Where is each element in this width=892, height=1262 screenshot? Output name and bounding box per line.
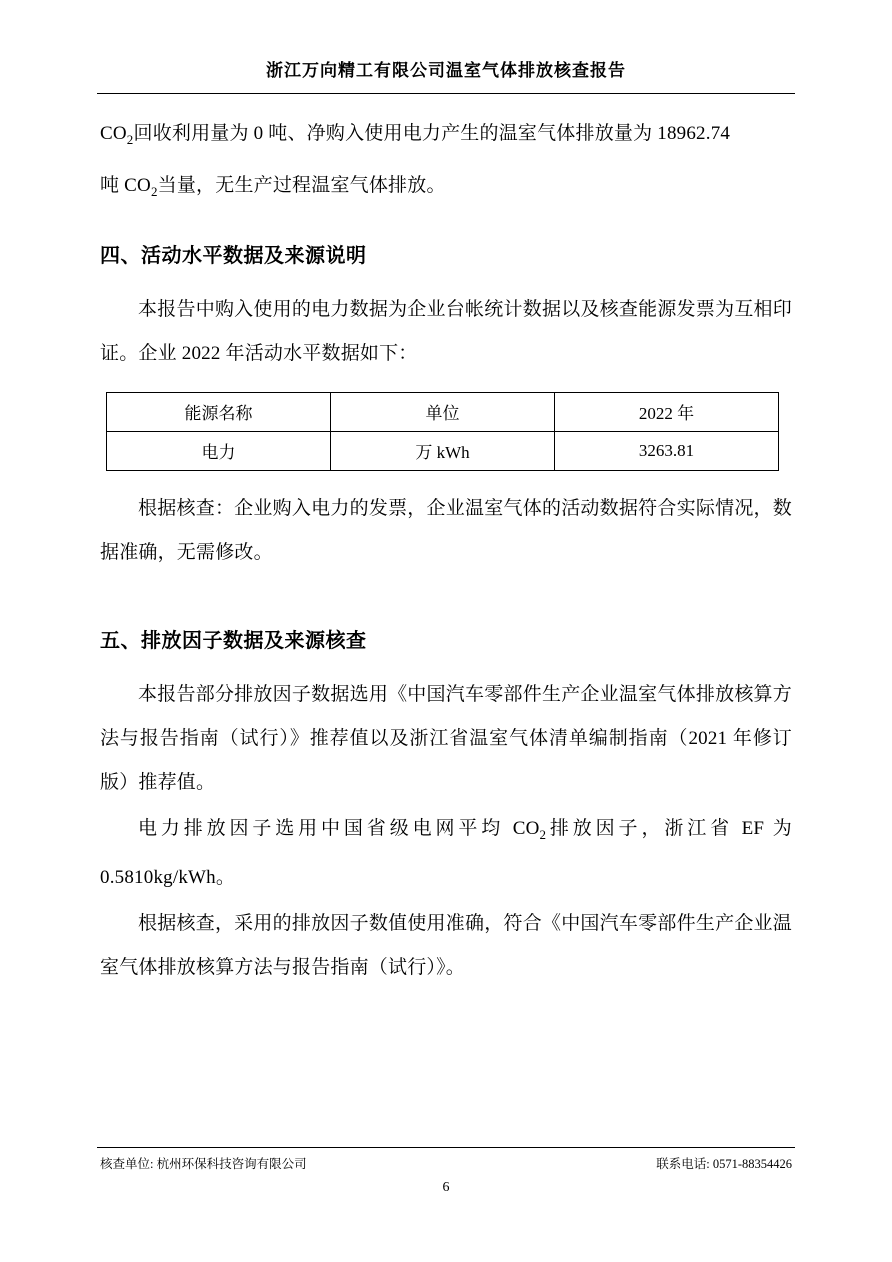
table-row [107, 431, 779, 470]
ef-text-2: 排放因子，浙江省 EF 为 0.5810kg/kWh。 [100, 817, 792, 889]
header-divider [97, 93, 795, 94]
section-five-paragraph-2 [100, 807, 792, 901]
section-four-heading: 四、活动水平数据及来源说明 [100, 244, 367, 267]
footer-row [100, 1154, 792, 1172]
section-five-paragraph-3: 根据核查，采用的排放因子数值使用准确，符合《中国汽车零部件生产企业温室气体排放核算方法与报告指南（试行）》。 [100, 913, 792, 979]
section-four-paragraph-2: 根据核查：企业购入电力的发票，企业温室气体的活动数据符合实际情况，数据准确，无需修改。 [100, 497, 792, 563]
co2-subscript-2: 2 [150, 183, 158, 199]
section-five-heading: 五、排放因子数据及来源核查 [100, 629, 367, 652]
continued-paragraph-line2 [100, 164, 792, 214]
section-five-paragraph-1: 本报告部分排放因子数据选用《中国汽车零部件生产企业温室气体排放核算方法与报告指南（试行）》推荐值以及浙江省温室气体清单编制指南（2021 年修订版）推荐值。 [100, 683, 792, 793]
table-header-cell-energy: 能源名称 [107, 392, 331, 431]
table-cell-energy-name: 电力 [107, 431, 331, 470]
page-footer [100, 1147, 792, 1196]
co2-subscript-1: 2 [126, 131, 134, 147]
continued-text-4: 当量，无生产过程温室气体排放。 [157, 174, 446, 196]
page-header-title: 浙江万向精工有限公司温室气体排放核查报告 [266, 61, 626, 80]
table-cell-value: 3263.81 [555, 431, 779, 470]
section-four-paragraph-1: 本报告中购入使用的电力数据为企业台帐统计数据以及核查能源发票为互相印证。企业 2022 年活动水平数据如下： [100, 298, 792, 364]
table-header-row [107, 392, 779, 431]
footer-verification-unit: 核查单位: 杭州环保科技咨询有限公司 [100, 1157, 307, 1171]
table-cell-unit: 万 kWh [331, 431, 555, 470]
continued-text-3: 吨 CO [100, 174, 151, 196]
table-header-cell-unit: 单位 [331, 392, 555, 431]
continued-paragraph [100, 112, 792, 162]
table-header-cell-year: 2022 年 [555, 392, 779, 431]
ef-text-1: 电力排放因子选用中国省级电网平均 CO [138, 817, 540, 839]
continued-text-2: 回收利用量为 0 吨、净购入使用电力产生的温室气体排放量为 18962.74 [133, 123, 731, 144]
page-number: 6 [442, 1180, 450, 1195]
activity-data-table [106, 392, 779, 471]
footer-contact-phone: 联系电话: 0571-88354426 [656, 1157, 792, 1171]
footer-divider [97, 1147, 795, 1148]
co2-subscript-3: 2 [539, 826, 547, 842]
continued-text-1: CO [100, 123, 127, 144]
